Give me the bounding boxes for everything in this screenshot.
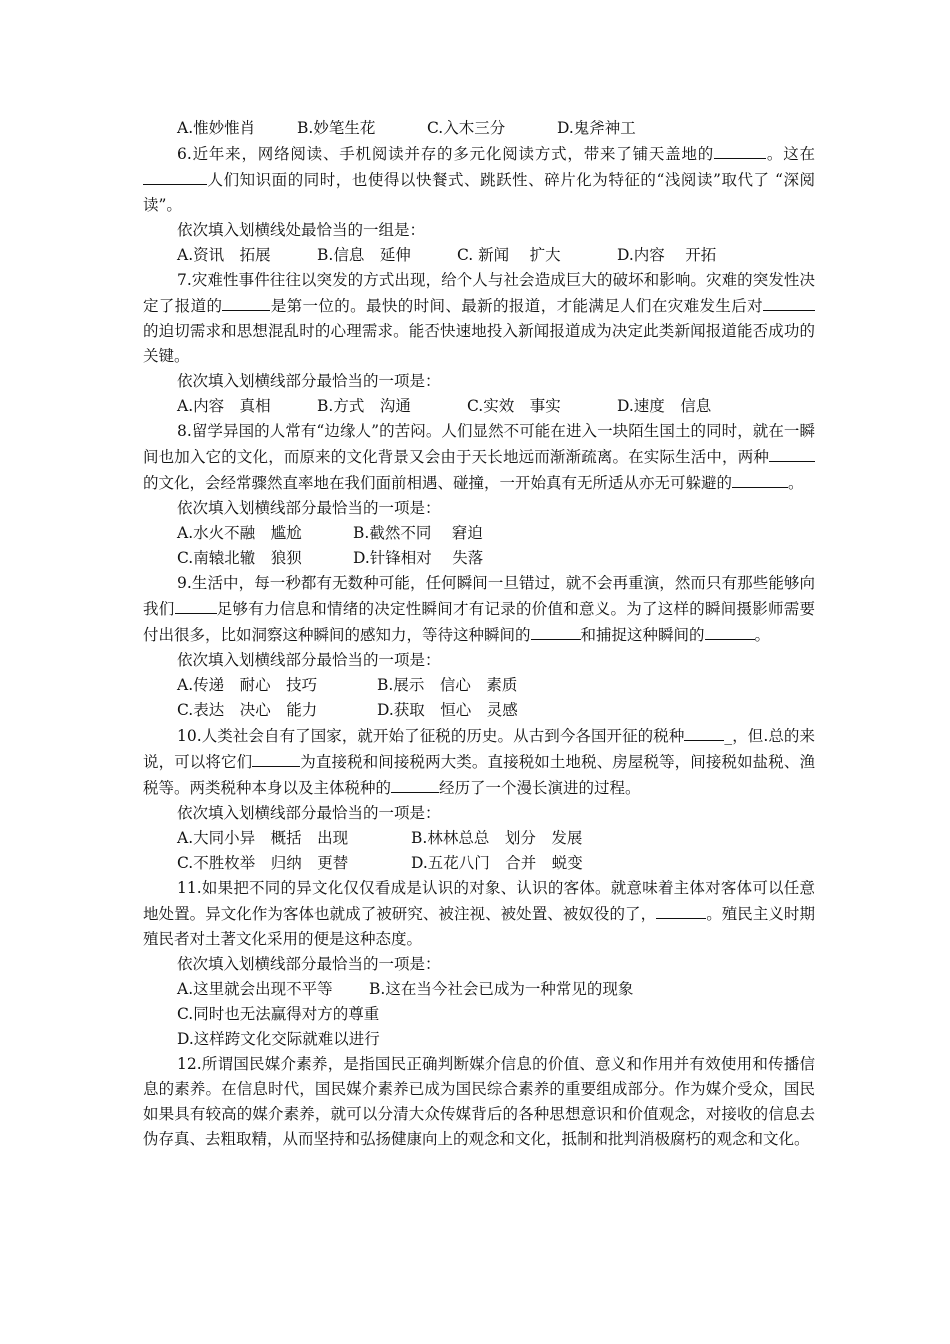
q10-blank-1 [684, 723, 724, 741]
q6-blank-1 [714, 141, 766, 159]
q8-blank-1 [769, 444, 815, 462]
q6-prompt: 依次填入划横线处最恰当的一组是： [177, 221, 426, 239]
q9-options-row-1 [143, 673, 815, 698]
q8-text-1: 8.留学异国的人常有“边缘人”的苦闷。人们显然不可能在进入一块陌生国土的同时，就在一瞬间也加入它的文化，而原来的文化背景又会由于天长地远而渐渐疏离。在实际生活中，两种 [143, 422, 815, 466]
q6-options [143, 243, 815, 268]
q10-options-row-2 [143, 851, 815, 876]
q9-text-3: 和捕捉这种瞬间的 [580, 626, 705, 644]
q10-option-c: C.不胜枚举 归纳 更替 [177, 854, 349, 872]
q7-option-b: B.方式 沟通 [317, 397, 411, 415]
q7-option-a: A.内容 真相 [177, 397, 271, 415]
q9-option-d: D.获取 恒心 灵感 [377, 701, 518, 719]
q9-text-1: 9.生活中，每一秒都有无数种可能，任何瞬间一旦错过，就不会再重演，然而只有那些能够向我们 [143, 574, 815, 618]
q7-blank-1 [222, 293, 270, 311]
q6-option-d: D.内容 开拓 [617, 246, 717, 264]
q7-options [143, 394, 815, 419]
q5-option-b: B.妙笔生花 [297, 119, 376, 137]
q10-options-row-1 [143, 826, 815, 851]
q11-option-d: D.这样跨文化交际就难以进行 [177, 1030, 380, 1048]
q7-text-1: 7.灾难性事件往往以突发的方式出现，给个人与社会造成巨大的破坏和影响。灾难的突发性决定了报道的 [143, 271, 815, 315]
q6-text-2: 。这在 [766, 145, 815, 163]
q10-text-3: 为直接税和间接税两大类。直接税如土地税、房屋税等，间接税如盐税、渔税等。两类税种本身以及主体税种的 [143, 753, 815, 797]
q8-option-d: D.针锋相对 失落 [353, 549, 484, 567]
exam-content [143, 116, 815, 1152]
q5-option-c: C.入木三分 [427, 119, 506, 137]
q10-blank-2 [252, 749, 300, 767]
q10-text-2: _，但.总的来说，可以将它们 [143, 727, 815, 771]
q7-blank-2 [763, 293, 815, 311]
q10-prompt: 依次填入划横线部分最恰当的一项是： [177, 804, 441, 822]
q9-option-b: B.展示 信心 素质 [377, 676, 518, 694]
q11-text-2: 。殖民主义时期殖民者对土著文化采用的便是这种态度。 [143, 905, 815, 948]
q11-prompt: 依次填入划横线部分最恰当的一项是： [177, 955, 441, 973]
q9-options-row-2 [143, 698, 815, 723]
q9-blank-2 [531, 622, 581, 640]
q8-text-3: 。 [788, 474, 804, 492]
q6-text-1: 6.近年来，网络阅读、手机阅读并存的多元化阅读方式，带来了铺天盖地的 [177, 145, 715, 163]
q6-blank-2 [143, 167, 207, 185]
q7-stem [143, 268, 815, 369]
q8-stem [143, 419, 815, 496]
q6-option-b: B.信息 延伸 [317, 246, 411, 264]
q11-blank-1 [656, 901, 706, 919]
q8-option-a: A.水火不融 尴尬 [177, 524, 302, 542]
q11-option-c: C.同时也无法赢得对方的尊重 [177, 1005, 380, 1023]
q9-prompt: 依次填入划横线部分最恰当的一项是： [177, 651, 441, 669]
q6-text-3: 人们知识面的同时，也使得以快餐式、跳跃性、碎片化为特征的“浅阅读”取代了 “深阅读”。 [143, 171, 815, 214]
q7-prompt: 依次填入划横线部分最恰当的一项是： [177, 372, 441, 390]
q8-option-b: B.截然不同 窘迫 [353, 524, 483, 542]
q10-text-4: 经历了一个漫长演进的过程。 [439, 779, 641, 797]
q8-options-row-1 [143, 521, 815, 546]
q9-option-a: A.传递 耐心 技巧 [177, 676, 318, 694]
q9-text-4: 。 [754, 626, 771, 644]
q8-option-c: C.南辕北辙 狼狈 [177, 549, 302, 567]
q5-option-d: D.鬼斧神工 [557, 119, 636, 137]
q7-text-2: 是第一位的。最快的时间、最新的报道，才能满足人们在灾难发生后对 [270, 297, 763, 315]
q9-stem [143, 571, 815, 648]
q8-prompt: 依次填入划横线部分最恰当的一项是： [177, 499, 441, 517]
q8-options-row-2 [143, 546, 815, 571]
q7-option-c: C.实效 事实 [467, 397, 561, 415]
q6-stem [143, 141, 815, 218]
q10-stem [143, 723, 815, 801]
q7-option-d: D.速度 信息 [617, 397, 712, 415]
q10-option-a: A.大同小异 概括 出现 [177, 829, 349, 847]
q11-option-b: B.这在当今社会已成为一种常见的现象 [369, 980, 634, 998]
q11-options-row-1 [143, 977, 815, 1002]
q8-text-2: 的文化，会经常骤然直率地在我们面前相遇、碰撞，一开始真有无所适从亦无可躲避的 [143, 474, 733, 492]
q9-blank-3 [705, 622, 755, 640]
q10-blank-3 [391, 775, 439, 793]
q6-option-c: C. 新闻 扩大 [457, 246, 561, 264]
q10-option-d: D.五花八门 合并 蜕变 [411, 854, 583, 872]
q11-text-1: 11.如果把不同的异文化仅仅看成是认识的对象、认识的客体。就意味着主体对客体可以任意地处置。异文化作为客体也就成了被研究、被注视、被处置、被奴役的了， [143, 879, 815, 923]
q9-option-c: C.表达 决心 能力 [177, 701, 318, 719]
q8-blank-2 [732, 470, 788, 488]
q11-option-a: A.这里就会出现不平等 [177, 980, 333, 998]
q12-passage: 12.所谓国民媒介素养，是指国民正确判断媒介信息的价值、意义和作用并有效使用和传播信息的素养。在信息时代，国民媒介素养已成为国民综合素养的重要组成部分。作为媒介受众，国民如果具有较高的媒介素养，就可以分清大众传媒背后的各种思想意识和价值观念，对接收的信息去伪存真、去粗取精，从而坚持和弘扬健康向上的观念和文化，抵制和批判消极腐朽的观念和文化。 [143, 1055, 815, 1148]
q10-option-b: B.林林总总 划分 发展 [411, 829, 583, 847]
q5-options [143, 116, 815, 141]
q6-option-a: A.资讯 拓展 [177, 246, 271, 264]
q7-text-3: 的迫切需求和思想混乱时的心理需求。能否快速地投入新闻报道成为决定此类新闻报道能否成功的关键。 [143, 322, 815, 365]
q10-text-1: 10.人类社会自有了国家，就开始了征税的历史。从古到今各国开征的税种 [177, 727, 685, 745]
q11-stem [143, 876, 815, 952]
q9-blank-1 [175, 596, 217, 614]
q9-text-2: 足够有力信息和情绪的决定性瞬间才有记录的价值和意义。为了这样的瞬间摄影师需要付出很多，比如洞察这种瞬间的感知力，等待这种瞬间的 [143, 600, 815, 644]
q5-option-a: A.惟妙惟肖 [177, 119, 256, 137]
